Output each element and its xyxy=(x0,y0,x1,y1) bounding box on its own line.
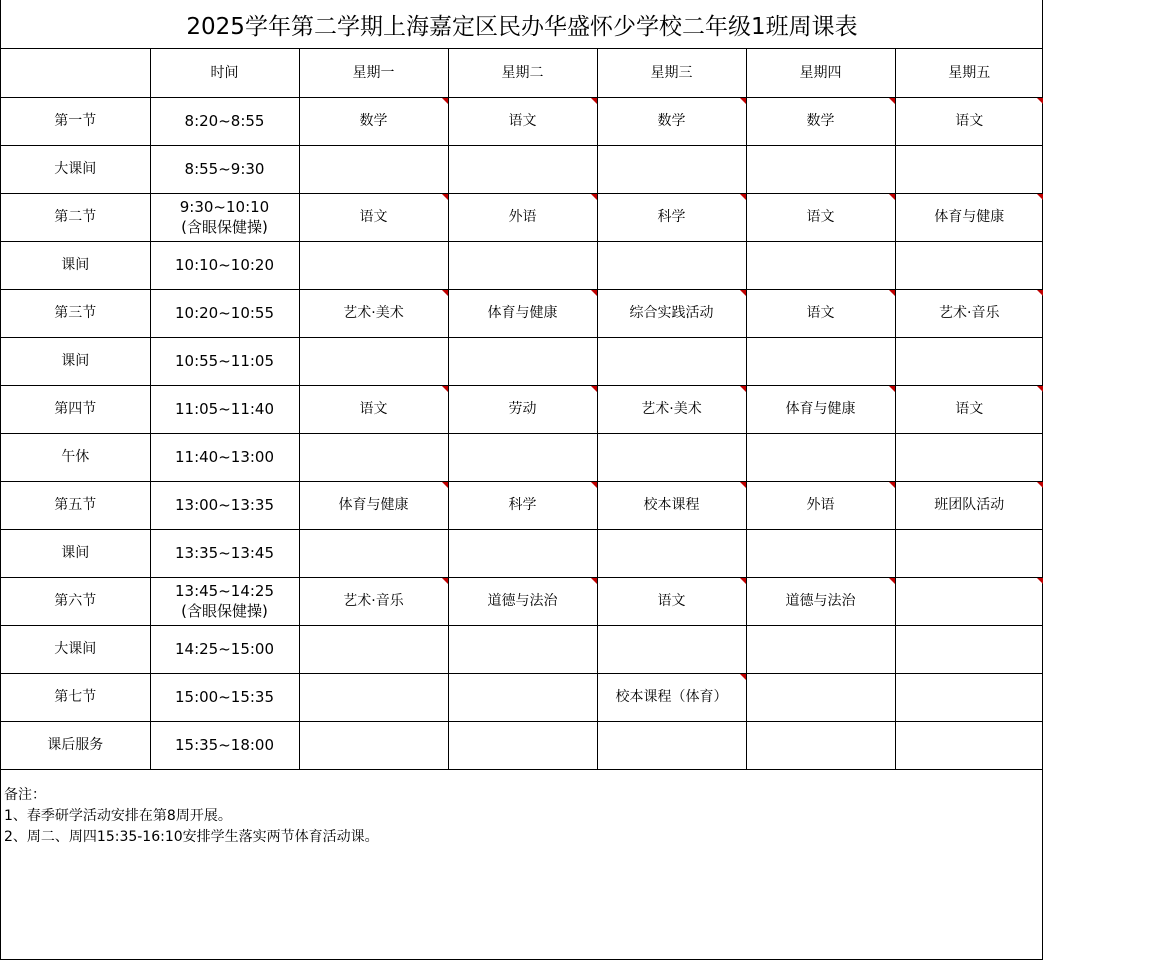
period-cell[interactable]: 课间 xyxy=(1,529,150,577)
subject-text: 外语 xyxy=(806,497,835,513)
subject-text: 校本课程 xyxy=(643,497,700,513)
time-cell[interactable] xyxy=(150,577,299,625)
comment-indicator-icon[interactable] xyxy=(1037,194,1043,200)
comment-indicator-icon[interactable] xyxy=(889,578,895,584)
subject-text: 班团队活动 xyxy=(934,497,1005,513)
time-cell[interactable] xyxy=(150,481,299,529)
time-cell[interactable] xyxy=(150,241,299,289)
subject-text: 体育与健康 xyxy=(338,497,409,513)
comment-indicator-icon[interactable] xyxy=(889,290,895,296)
time-text: 9:30~10:10 xyxy=(179,198,270,216)
subject-text: 综合实践活动 xyxy=(629,305,714,321)
time-text: 8:20~8:55 xyxy=(184,112,265,130)
subject-text: 体育与健康 xyxy=(934,209,1005,225)
comment-indicator-icon[interactable] xyxy=(1037,482,1043,488)
subject-cell-wed[interactable] xyxy=(597,385,746,433)
subject-cell-tue[interactable] xyxy=(448,625,597,673)
subject-text: 语文 xyxy=(359,209,388,225)
subject-cell-wed[interactable] xyxy=(597,577,746,625)
subject-cell-fri[interactable] xyxy=(895,433,1043,481)
comment-indicator-icon[interactable] xyxy=(889,386,895,392)
subject-cell-thu[interactable] xyxy=(746,145,895,193)
period-cell[interactable]: 第二节 xyxy=(1,193,150,241)
subject-cell-mon[interactable] xyxy=(299,529,448,577)
subject-text: 艺术·音乐 xyxy=(939,305,1000,321)
subject-cell-mon[interactable] xyxy=(299,433,448,481)
period-cell[interactable]: 大课间 xyxy=(1,625,150,673)
period-cell[interactable]: 第五节 xyxy=(1,481,150,529)
subject-text: 艺术·音乐 xyxy=(343,593,404,609)
subject-cell-fri[interactable] xyxy=(895,385,1043,433)
subject-cell-wed[interactable] xyxy=(597,337,746,385)
subject-cell-thu[interactable] xyxy=(746,529,895,577)
schedule-row xyxy=(1,337,1043,385)
subject-text: 语文 xyxy=(508,113,537,129)
time-text: 10:20~10:55 xyxy=(174,304,275,322)
subject-cell-mon[interactable] xyxy=(299,241,448,289)
comment-indicator-icon[interactable] xyxy=(740,194,746,200)
time-cell[interactable] xyxy=(150,625,299,673)
subject-cell-fri[interactable] xyxy=(895,337,1043,385)
page-title: 2025学年第二学期上海嘉定区民办华盛怀少学校二年级1班周课表 xyxy=(1,0,1043,49)
comment-indicator-icon[interactable] xyxy=(889,482,895,488)
schedule-row xyxy=(1,385,1043,433)
comment-indicator-icon[interactable] xyxy=(740,674,746,680)
subject-cell-thu[interactable] xyxy=(746,337,895,385)
subject-text: 语文 xyxy=(359,401,388,417)
comment-indicator-icon[interactable] xyxy=(740,98,746,104)
subject-cell-fri[interactable] xyxy=(895,97,1043,145)
comment-indicator-icon[interactable] xyxy=(740,290,746,296)
comment-indicator-icon[interactable] xyxy=(442,194,448,200)
subject-cell-mon[interactable] xyxy=(299,625,448,673)
schedule-row xyxy=(1,673,1043,721)
subject-cell-tue[interactable] xyxy=(448,577,597,625)
subject-cell-wed[interactable] xyxy=(597,433,746,481)
subject-cell-wed[interactable] xyxy=(597,289,746,337)
comment-indicator-icon[interactable] xyxy=(591,194,597,200)
comment-indicator-icon[interactable] xyxy=(591,482,597,488)
time-text: (含眼保健操) xyxy=(181,602,268,620)
subject-cell-wed[interactable] xyxy=(597,97,746,145)
schedule-row xyxy=(1,721,1043,769)
subject-text: 道德与法治 xyxy=(785,593,856,609)
comment-indicator-icon[interactable] xyxy=(442,482,448,488)
comment-indicator-icon[interactable] xyxy=(1037,578,1043,584)
comment-indicator-icon[interactable] xyxy=(442,578,448,584)
period-cell[interactable]: 大课间 xyxy=(1,145,150,193)
time-cell[interactable] xyxy=(150,337,299,385)
subject-text: 语文 xyxy=(806,209,835,225)
subject-cell-fri[interactable] xyxy=(895,625,1043,673)
comment-indicator-icon[interactable] xyxy=(1037,386,1043,392)
notes-heading: 备注： xyxy=(4,787,46,803)
subject-cell-fri[interactable] xyxy=(895,577,1043,625)
time-cell[interactable] xyxy=(150,145,299,193)
subject-cell-mon[interactable] xyxy=(299,577,448,625)
subject-cell-thu[interactable] xyxy=(746,385,895,433)
schedule-row xyxy=(1,241,1043,289)
time-text: 13:35~13:45 xyxy=(174,544,275,562)
period-cell[interactable]: 课后服务 xyxy=(1,721,150,769)
time-text: 13:00~13:35 xyxy=(174,496,275,514)
period-cell[interactable]: 第四节 xyxy=(1,385,150,433)
subject-cell-tue[interactable] xyxy=(448,97,597,145)
subject-cell-wed[interactable] xyxy=(597,721,746,769)
subject-cell-thu[interactable] xyxy=(746,193,895,241)
subject-text: 劳动 xyxy=(508,401,537,417)
subject-cell-thu[interactable] xyxy=(746,289,895,337)
comment-indicator-icon[interactable] xyxy=(591,98,597,104)
period-cell[interactable]: 课间 xyxy=(1,241,150,289)
day-header-thu[interactable]: 星期四 xyxy=(746,49,895,97)
schedule-row xyxy=(1,289,1043,337)
subject-cell-tue[interactable] xyxy=(448,721,597,769)
subject-text: 语文 xyxy=(806,305,835,321)
subject-text: 体育与健康 xyxy=(487,305,558,321)
subject-cell-mon[interactable] xyxy=(299,289,448,337)
day-header-wed[interactable]: 星期三 xyxy=(597,49,746,97)
comment-indicator-icon[interactable] xyxy=(442,386,448,392)
comment-indicator-icon[interactable] xyxy=(740,482,746,488)
time-cell[interactable] xyxy=(150,193,299,241)
subject-cell-fri[interactable] xyxy=(895,241,1043,289)
comment-indicator-icon[interactable] xyxy=(889,98,895,104)
period-cell[interactable]: 第三节 xyxy=(1,289,150,337)
subject-cell-thu[interactable] xyxy=(746,481,895,529)
time-text: 11:05~11:40 xyxy=(174,400,275,418)
subject-cell-wed[interactable] xyxy=(597,529,746,577)
subject-cell-wed[interactable] xyxy=(597,193,746,241)
subject-cell-wed[interactable] xyxy=(597,145,746,193)
schedule-row xyxy=(1,145,1043,193)
time-text: 13:45~14:25 xyxy=(174,582,275,600)
notes-section xyxy=(1,785,1043,848)
time-text: 15:35~18:00 xyxy=(174,736,275,754)
time-text: (含眼保健操) xyxy=(181,218,268,236)
time-cell[interactable] xyxy=(150,673,299,721)
period-cell[interactable]: 第六节 xyxy=(1,577,150,625)
subject-cell-mon[interactable] xyxy=(299,385,448,433)
comment-indicator-icon[interactable] xyxy=(1037,290,1043,296)
subject-cell-tue[interactable] xyxy=(448,145,597,193)
subject-cell-fri[interactable] xyxy=(895,481,1043,529)
comment-indicator-icon[interactable] xyxy=(591,290,597,296)
note-item: 2、周二、周四15:35-16:10安排学生落实两节体育活动课。 xyxy=(4,829,379,845)
subject-cell-tue[interactable] xyxy=(448,673,597,721)
subject-cell-wed[interactable] xyxy=(597,241,746,289)
subject-cell-mon[interactable] xyxy=(299,481,448,529)
subject-cell-tue[interactable] xyxy=(448,289,597,337)
schedule-row xyxy=(1,481,1043,529)
subject-cell-wed[interactable] xyxy=(597,481,746,529)
subject-cell-mon[interactable] xyxy=(299,673,448,721)
subject-text: 数学 xyxy=(657,113,686,129)
comment-indicator-icon[interactable] xyxy=(442,98,448,104)
subject-cell-mon[interactable] xyxy=(299,193,448,241)
day-header-fri[interactable]: 星期五 xyxy=(895,49,1043,97)
comment-indicator-icon[interactable] xyxy=(591,386,597,392)
schedule-row xyxy=(1,97,1043,145)
schedule-row xyxy=(1,529,1043,577)
schedule-table xyxy=(1,49,1043,770)
subject-text: 科学 xyxy=(508,497,537,513)
subject-text: 艺术·美术 xyxy=(343,305,404,321)
time-cell[interactable] xyxy=(150,385,299,433)
subject-cell-fri[interactable] xyxy=(895,145,1043,193)
subject-text: 艺术·美术 xyxy=(641,401,702,417)
period-cell[interactable]: 午休 xyxy=(1,433,150,481)
corner-cell[interactable] xyxy=(1,49,150,97)
comment-indicator-icon[interactable] xyxy=(889,194,895,200)
subject-text: 校本课程（体育） xyxy=(615,689,728,705)
time-text: 10:55~11:05 xyxy=(174,352,275,370)
subject-text: 科学 xyxy=(657,209,686,225)
subject-text: 语文 xyxy=(657,593,686,609)
comment-indicator-icon[interactable] xyxy=(740,386,746,392)
schedule-row xyxy=(1,433,1043,481)
subject-cell-thu[interactable] xyxy=(746,673,895,721)
subject-cell-wed[interactable] xyxy=(597,673,746,721)
comment-indicator-icon[interactable] xyxy=(442,290,448,296)
subject-cell-thu[interactable] xyxy=(746,241,895,289)
time-cell[interactable] xyxy=(150,97,299,145)
comment-indicator-icon[interactable] xyxy=(1037,98,1043,104)
time-cell[interactable] xyxy=(150,433,299,481)
time-text: 14:25~15:00 xyxy=(174,640,275,658)
subject-cell-tue[interactable] xyxy=(448,481,597,529)
subject-cell-tue[interactable] xyxy=(448,337,597,385)
subject-text: 数学 xyxy=(359,113,388,129)
period-cell[interactable]: 第一节 xyxy=(1,97,150,145)
time-header[interactable]: 时间 xyxy=(150,49,299,97)
time-cell[interactable] xyxy=(150,289,299,337)
subject-cell-thu[interactable] xyxy=(746,97,895,145)
subject-text: 外语 xyxy=(508,209,537,225)
subject-cell-wed[interactable] xyxy=(597,625,746,673)
subject-cell-tue[interactable] xyxy=(448,241,597,289)
subject-text: 数学 xyxy=(806,113,835,129)
subject-cell-thu[interactable] xyxy=(746,721,895,769)
time-text: 8:55~9:30 xyxy=(184,160,265,178)
subject-cell-fri[interactable] xyxy=(895,193,1043,241)
subject-cell-mon[interactable] xyxy=(299,721,448,769)
time-text: 11:40~13:00 xyxy=(174,448,275,466)
period-cell[interactable]: 课间 xyxy=(1,337,150,385)
day-header-mon[interactable]: 星期一 xyxy=(299,49,448,97)
subject-cell-fri[interactable] xyxy=(895,529,1043,577)
subject-cell-mon[interactable] xyxy=(299,337,448,385)
period-cell[interactable]: 第七节 xyxy=(1,673,150,721)
subject-cell-tue[interactable] xyxy=(448,385,597,433)
subject-cell-fri[interactable] xyxy=(895,289,1043,337)
comment-indicator-icon[interactable] xyxy=(591,578,597,584)
schedule-row xyxy=(1,193,1043,241)
subject-cell-mon[interactable] xyxy=(299,145,448,193)
header-row xyxy=(1,49,1043,97)
subject-cell-fri[interactable] xyxy=(895,721,1043,769)
time-cell[interactable] xyxy=(150,529,299,577)
time-cell[interactable] xyxy=(150,721,299,769)
subject-text: 体育与健康 xyxy=(785,401,856,417)
subject-cell-mon[interactable] xyxy=(299,97,448,145)
note-item: 1、春季研学活动安排在第8周开展。 xyxy=(4,808,232,824)
time-text: 15:00~15:35 xyxy=(174,688,275,706)
subject-cell-tue[interactable] xyxy=(448,529,597,577)
comment-indicator-icon[interactable] xyxy=(740,578,746,584)
schedule-row xyxy=(1,625,1043,673)
time-text: 10:10~10:20 xyxy=(174,256,275,274)
subject-cell-thu[interactable] xyxy=(746,625,895,673)
day-header-tue[interactable]: 星期二 xyxy=(448,49,597,97)
schedule-row xyxy=(1,577,1043,625)
subject-cell-thu[interactable] xyxy=(746,433,895,481)
subject-cell-fri[interactable] xyxy=(895,673,1043,721)
subject-cell-thu[interactable] xyxy=(746,577,895,625)
subject-text: 语文 xyxy=(955,401,984,417)
subject-text: 语文 xyxy=(955,113,984,129)
subject-cell-tue[interactable] xyxy=(448,193,597,241)
subject-cell-tue[interactable] xyxy=(448,433,597,481)
subject-text: 道德与法治 xyxy=(487,593,558,609)
